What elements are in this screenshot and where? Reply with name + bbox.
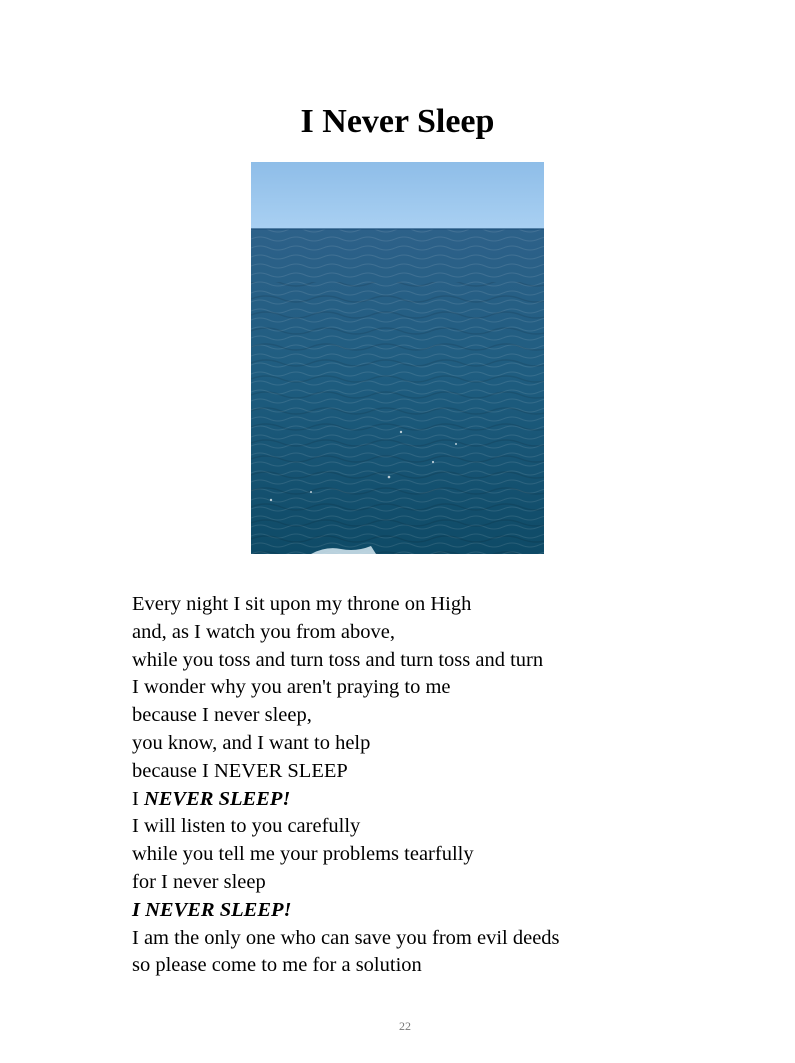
- poem-line: I am the only one who can save you from evil deeds: [132, 926, 560, 949]
- poem-line: I wonder why you aren't praying to me: [132, 676, 451, 699]
- poem-line: because I never sleep,: [132, 704, 312, 727]
- poem-line: for I never sleep: [132, 870, 266, 893]
- sky: [251, 162, 544, 229]
- poem-text: [132, 591, 732, 980]
- poem-line: while you toss and turn toss and turn toss and turn: [132, 648, 544, 671]
- page-title: I Never Sleep: [300, 103, 495, 140]
- poem-line: you know, and I want to help: [132, 731, 371, 754]
- poem-line: Every night I sit upon my throne on High: [132, 593, 472, 615]
- poem-line-emphasis: I NEVER SLEEP!: [132, 787, 291, 810]
- poem-line: and, as I watch you from above,: [132, 620, 395, 643]
- sea-image: [251, 162, 544, 554]
- poem-line: I will listen to you carefully: [132, 815, 361, 838]
- poem-line-emphasis: I NEVER SLEEP!: [132, 898, 292, 921]
- poem-line: while you tell me your problems tearfully: [132, 843, 474, 866]
- poem-line: because I NEVER SLEEP: [132, 759, 348, 782]
- sea-photo: [251, 162, 544, 554]
- poem-line: so please come to me for a solution: [132, 954, 422, 977]
- page-number: 22: [399, 1019, 411, 1033]
